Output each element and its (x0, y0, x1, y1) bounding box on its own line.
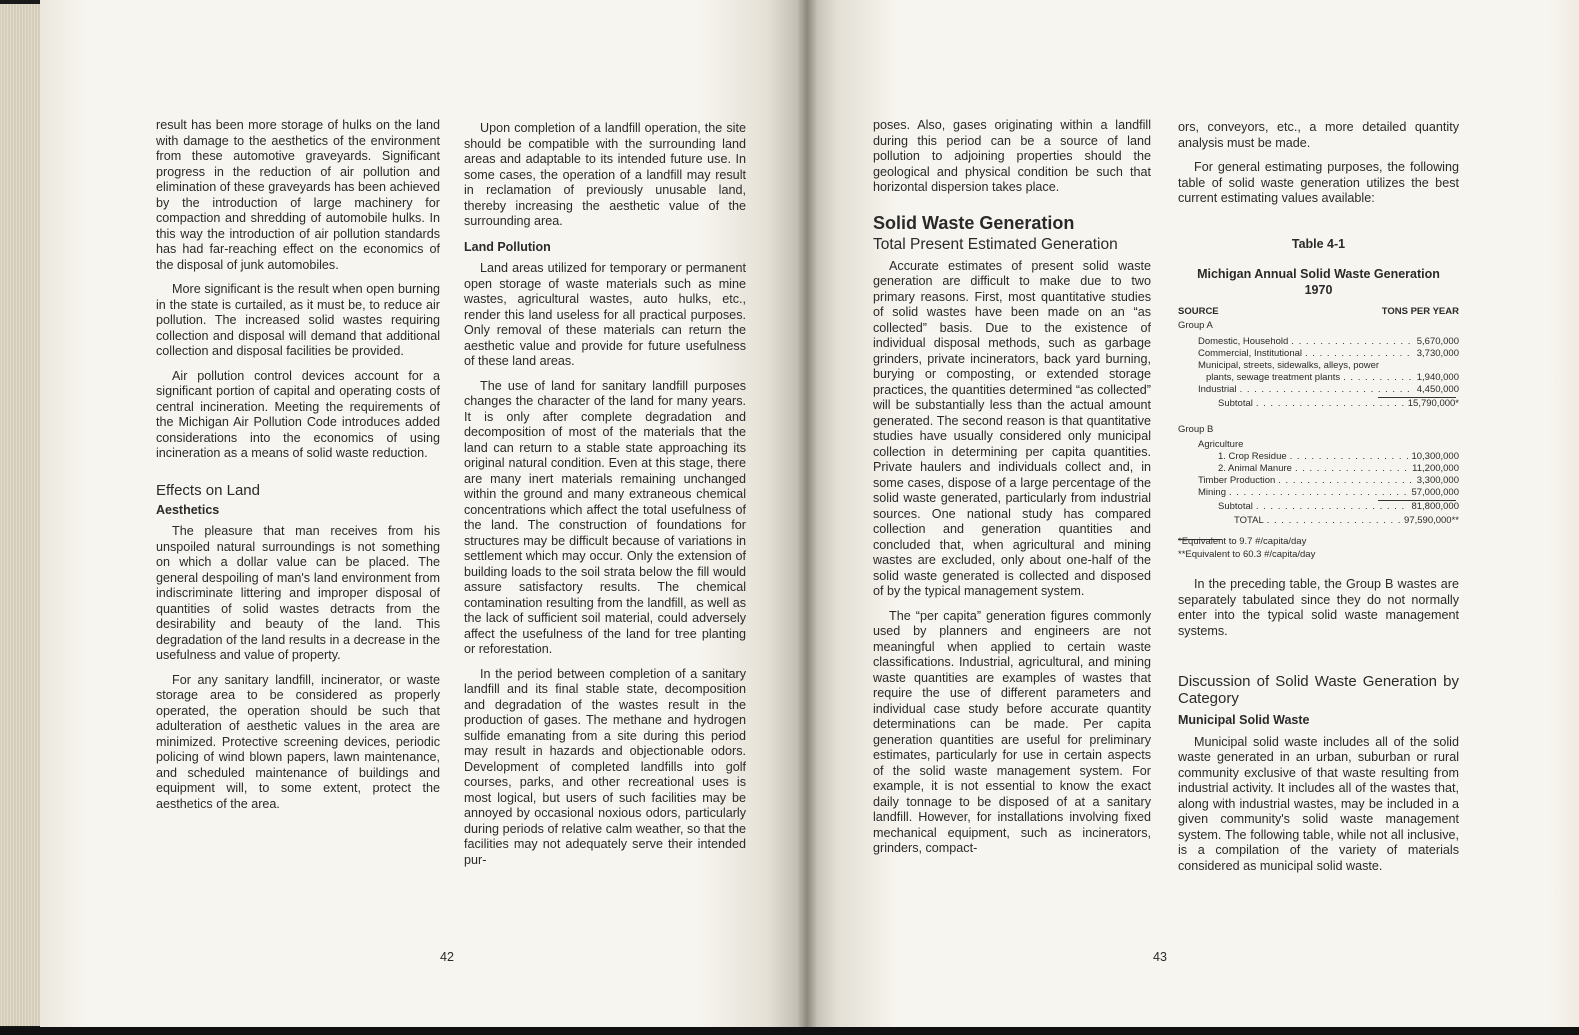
leader-dots (1295, 463, 1409, 475)
table-subtitle-year: 1970 (1304, 283, 1333, 297)
leader-dots (1229, 487, 1408, 499)
row-value: 97,590,000** (1404, 515, 1459, 526)
row-label: Industrial (1198, 384, 1237, 395)
row-label: Domestic, Household (1198, 336, 1289, 347)
right-column-2 (1178, 120, 1459, 883)
table-row-subtotal (1178, 398, 1459, 410)
paragraph: poses. Also, gases originating within a landfill during this period can be a source of land pollution to adjoining properties should the geological and physical condition be such that horizontal dispersion takes place. (873, 118, 1151, 194)
row-value: 11,200,000 (1412, 463, 1459, 474)
row-value: 3,730,000 (1416, 348, 1459, 359)
row-label: Subtotal (1218, 398, 1253, 409)
leader-dots (1256, 501, 1409, 513)
subsection-heading: Aesthetics (156, 502, 220, 517)
table-header (1178, 306, 1459, 318)
left-column-2 (464, 121, 746, 877)
table-row (1178, 487, 1459, 499)
paragraph: Land areas utilized for temporary or permanent open storage of waste materials such as mine wastes, agricultural wastes, auto hulks, etc., render this land useless for all practical purposes. Only removal of these materials can return the aesthetic value and provide for future usefulness of these land areas. (464, 261, 746, 368)
column-header-tons: TONS PER YEAR (1381, 306, 1459, 317)
table-row (1178, 384, 1459, 396)
table-row (1178, 336, 1459, 348)
row-label: 1. Crop Residue (1218, 451, 1287, 462)
table-title: Table 4-1 (1291, 236, 1346, 251)
waste-generation-table (1178, 306, 1459, 561)
leader-dots (1267, 515, 1401, 527)
row-value: 15,790,000* (1407, 398, 1459, 409)
paragraph: ors, conveyors, etc., a more detailed quantity analysis must be made. (1178, 120, 1459, 150)
footnote: *Equivalent to 9.7 #/capita/day (1178, 536, 1307, 547)
paragraph: result has been more storage of hulks on the land with damage to the aesthetics of the environment from these automotive graveyards. Significant progress in the reduction of air pollution and elimination of these graveyards has been achieved by the introduction of large machinery for compaction and shredding of automobile hulks. In this way the introduction of air pollution standards has had far-reaching effect on the economics of the disposal of junk automobiles. (156, 118, 440, 272)
row-label: 2. Animal Manure (1218, 463, 1292, 474)
left-column-1 (156, 118, 440, 821)
paragraph: Municipal solid waste includes all of the solid waste generated in an urban, suburban or rural community exclusive of that waste resulting from industrial activity. It includes all of the wastes that, along with industrial wastes, may be included in a given community's solid waste management system. The following table, while not all inclusive, is a compilation of the variety of materials considered as municipal solid waste. (1178, 734, 1459, 873)
row-value: 81,800,000 (1411, 501, 1459, 512)
paragraph: Air pollution control devices account for a significant portion of capital and operating costs of central incineration. Meeting the requirements of the Michigan Air Pollution Code introduces added considerations into the economics of using incineration as a means of solid waste reduction. (156, 368, 440, 460)
footnote: **Equivalent to 60.3 #/capita/day (1178, 549, 1316, 560)
row-value: 5,670,000 (1416, 336, 1459, 347)
row-label-wrapped: Municipal, streets, sidewalks, alleys, power (1198, 360, 1380, 371)
row-label: Commercial, Institutional (1198, 348, 1303, 359)
section-heading: Solid Waste Generation (873, 212, 1075, 233)
table-footnotes (1178, 531, 1459, 561)
paragraph: For any sanitary landfill, incinerator, or waste storage area to be considered as properly operated, the operation should be such that adulteration of aesthetic values in the area are minimized. Protective screening devices, periodic policing of wind blown papers, lawn maintenance, and scheduled maintenance of buildings and equipment will, to some extent, protect the aesthetics of the area. (156, 672, 440, 811)
paragraph: Accurate estimates of present solid waste generation are difficult to make due to two primary reasons. First, most quantitative studies of solid wastes have been made on an “as collected” basis. Due to the existence of individual disposal methods, such as garbage grinders, private incinerators, back yard burning, burying or composting, or extended storage practices, the quantities determined “as collected” will be substantially less than the actual amount generated. The second reason is that quantitative studies have usually considered only municipal collection in determining per capita quantities. Private haulers and individuals collect and, in some cases, dispose of a large percentage of the solid waste generated, particularly from industrial sources. One national study has compared collection and generation quantities and concluded that, when agricultural and mining wastes are excluded, only about one-half of the solid waste generated is collected and disposed of by the typical management system. (873, 258, 1151, 598)
group-b-label: Group B (1178, 424, 1214, 435)
row-value: 57,000,000 (1411, 487, 1459, 498)
column-header-source: SOURCE (1178, 306, 1219, 317)
table-subtitle (1178, 266, 1459, 298)
subsection-heading: Municipal Solid Waste (1178, 713, 1310, 727)
leader-dots (1343, 372, 1414, 384)
scan-border (0, 1027, 1579, 1035)
row-value: 3,300,000 (1416, 475, 1459, 486)
paragraph: Upon completion of a landfill operation, the site should be compatible with the surrounding land areas and adaptable to its intended future use. In some cases, the operation of a landfill may result in reclamation of previously unusable land, thereby increasing the aesthetic value of the surrounding area. (464, 121, 746, 228)
right-column-1 (873, 118, 1151, 866)
row-label: Timber Production (1198, 475, 1276, 486)
row-label: plants, sewage treatment plants (1206, 372, 1341, 383)
paragraph: The “per capita” generation figures commonly used by planners and engineers are not meaningful when applied to certain waste classifications. Industrial, agricultural, and mining waste quantities are examples of wastes that require the use of different parameters and individual case study before accurate quantity determinations can be made. Per capita generation quantities are useful for preliminary estimates, particularly for use in certain aspects of the solid waste management system. For example, it is not essential to know the exact daily tonnage to be disposed of at a sanitary landfill. However, for installations involving fixed mechanical equipment, such as incinerators, grinders, compact- (873, 608, 1151, 855)
paragraph: For general estimating purposes, the following table of solid waste generation utilizes the best current estimating values available: (1178, 160, 1459, 205)
paragraph: In the preceding table, the Group B wastes are separately tabulated since they do not normally enter into the typical solid waste management systems. (1178, 577, 1459, 638)
group-a-label: Group A (1178, 320, 1213, 331)
page-number: 42 (440, 950, 454, 964)
leader-dots (1291, 336, 1413, 348)
paragraph: The use of land for sanitary landfill purposes changes the character of the land for many years. It is only after complete degradation and decomposition of most of the materials that the land can return to a stable state approaching its original natural condition. Even at this stage, there are many inert materials remaining unchanged within the ground and many extraneous chemical concentrations which affect the total usefulness of the land. The construction of foundations for structures may be difficult because of variations in settlement which may occur. Only the extension of building loads to the soil strata below the fill would assure satisfactory results. The chemical contamination resulting from the landfill, as well as the lack of sufficient soil material, could adversely affect the usefulness of the land for tree planting or reforestation. (464, 378, 746, 656)
table-row-total (1178, 515, 1459, 527)
table-row (1178, 451, 1459, 463)
table-row (1178, 348, 1459, 360)
row-label: TOTAL (1234, 515, 1264, 526)
row-value: 4,450,000 (1416, 384, 1459, 395)
paragraph: More significant is the result when open burning in the state is curtailed, as it must be, to reduce air pollution. The increased solid wastes requiring collection and disposal will demand that additional collection and disposal facilities be provided. (156, 282, 440, 358)
row-label: Subtotal (1218, 501, 1253, 512)
section-heading: Discussion of Solid Waste Generation by Category (1178, 673, 1459, 707)
paragraph: In the period between completion of a sanitary landfill and its final stable state, decomposition and degradation of the wastes result in the production of gases. The methane and hydrogen sulfide emanating from a site during this period may result in hazards and objectionable odors. Development of completed landfills into golf courses, parks, and other recreational uses is most logical, but users of such facilities may be annoyed by occasional noxious odors, particularly during periods of relative calm weather, so that the facilities may not adequately serve their intended pur- (464, 666, 746, 867)
leader-dots (1305, 348, 1414, 360)
table-row (1178, 475, 1459, 487)
leader-dots (1240, 384, 1414, 396)
table-row (1178, 463, 1459, 475)
row-value: 10,300,000 (1411, 451, 1459, 462)
row-label: Mining (1198, 487, 1226, 498)
page-number: 43 (1153, 950, 1167, 964)
subsection-heading: Land Pollution (464, 239, 551, 254)
leader-dots (1290, 451, 1409, 463)
book-gutter (796, 0, 818, 1027)
row-value: 1,940,000 (1416, 372, 1459, 383)
paragraph: The pleasure that man receives from his unspoiled natural surroundings is not something on which a dollar value can be placed. The general despoiling of man's land environment from indiscriminate littering and improper disposal of quantities of solid wastes detracts from the desirability and beauty of the land. This degradation of the land results in a decrease in the usefulness and value of property. (156, 524, 440, 662)
section-heading: Effects on Land (156, 481, 260, 499)
row-label-agriculture: Agriculture (1198, 439, 1244, 450)
table-subtitle-line: Michigan Annual Solid Waste Generation (1197, 267, 1440, 281)
leader-dots (1278, 475, 1413, 487)
table-row (1178, 372, 1459, 384)
leader-dots (1256, 398, 1405, 410)
table-row-subtotal (1178, 501, 1459, 513)
subsection-heading: Total Present Estimated Generation (873, 236, 1118, 253)
